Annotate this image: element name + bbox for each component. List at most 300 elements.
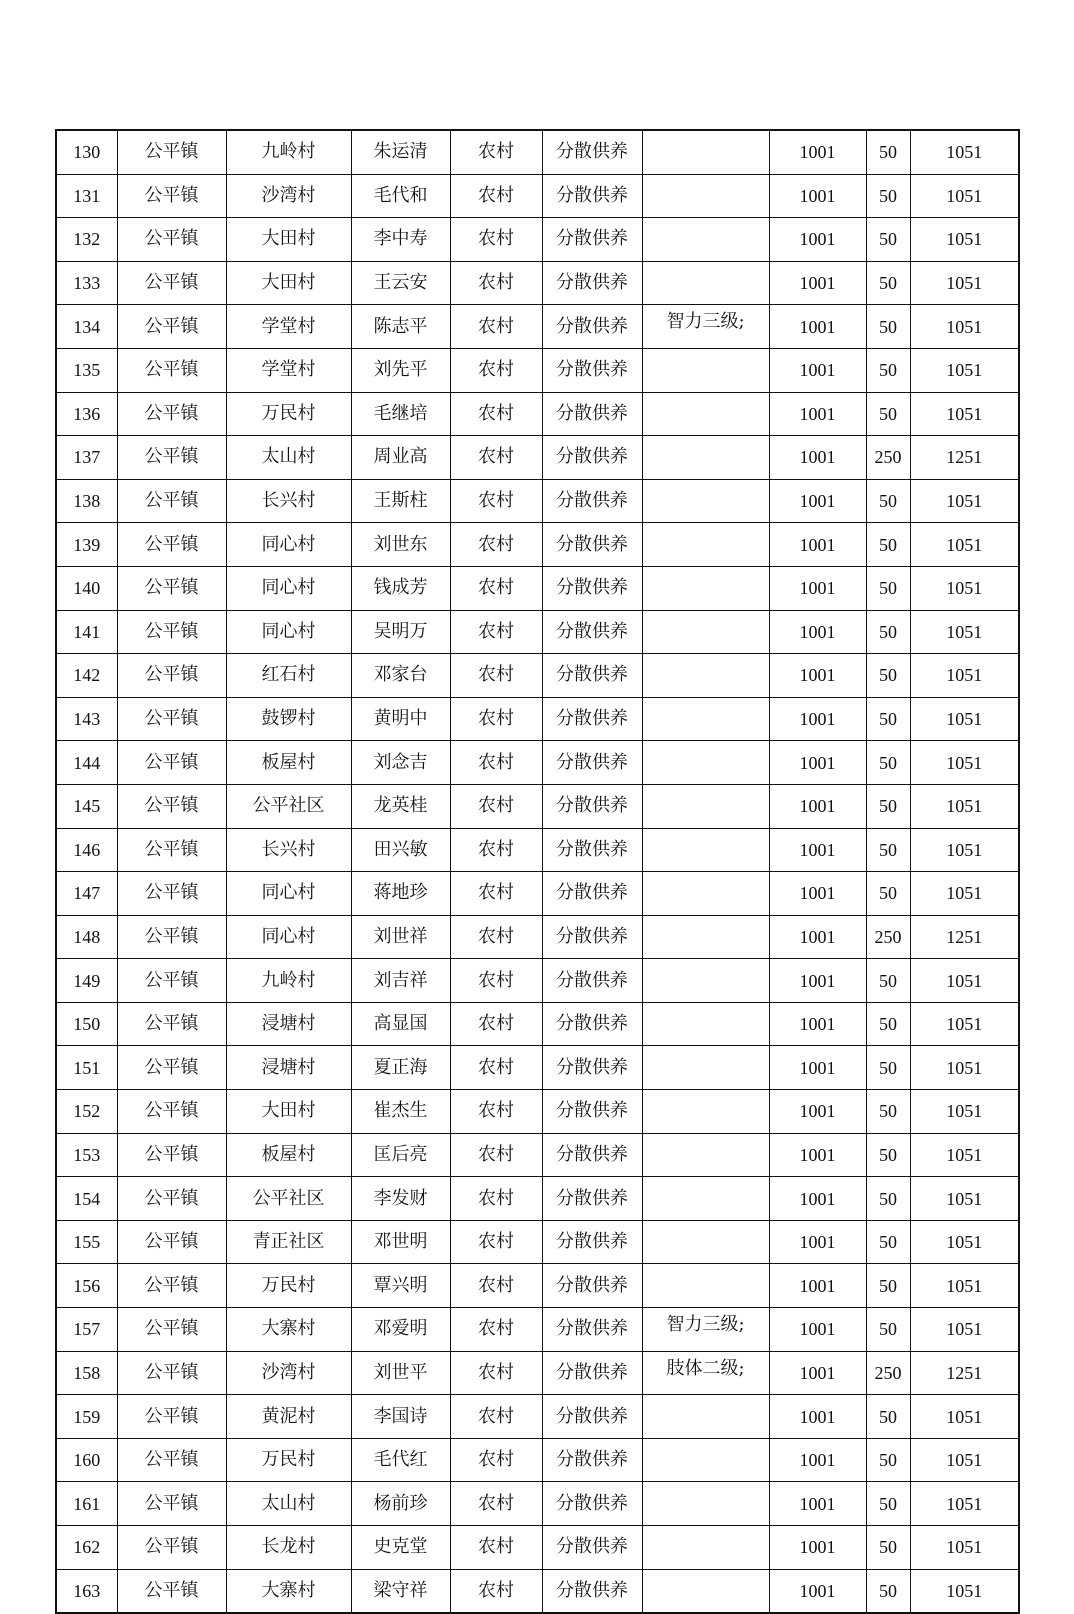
- cell-serial-number: 141: [56, 610, 117, 654]
- cell-base-amount: 1001: [769, 566, 866, 610]
- cell-village: 同心村: [226, 610, 351, 654]
- cell-support-type: 分散供养: [542, 174, 642, 218]
- cell-support-type: 分散供养: [542, 915, 642, 959]
- cell-serial-number: 150: [56, 1002, 117, 1046]
- cell-base-amount: 1001: [769, 348, 866, 392]
- cell-base-amount: 1001: [769, 1002, 866, 1046]
- cell-village: 九岭村: [226, 130, 351, 174]
- cell-area-type: 农村: [450, 872, 542, 916]
- cell-person-name: 刘先平: [351, 348, 450, 392]
- cell-town: 公平镇: [117, 872, 226, 916]
- cell-extra-amount: 50: [866, 392, 910, 436]
- cell-town: 公平镇: [117, 1046, 226, 1090]
- table-row: [56, 130, 1019, 174]
- cell-total-amount: 1051: [910, 654, 1019, 698]
- cell-disability-note: [642, 218, 769, 262]
- table-row: [56, 610, 1019, 654]
- cell-extra-amount: 50: [866, 1264, 910, 1308]
- cell-extra-amount: 50: [866, 828, 910, 872]
- cell-person-name: 陈志平: [351, 305, 450, 349]
- cell-area-type: 农村: [450, 392, 542, 436]
- cell-serial-number: 135: [56, 348, 117, 392]
- cell-person-name: 刘吉祥: [351, 959, 450, 1003]
- table-row: [56, 828, 1019, 872]
- table-row: [56, 1308, 1019, 1352]
- cell-base-amount: 1001: [769, 1308, 866, 1352]
- table-row: [56, 305, 1019, 349]
- cell-town: 公平镇: [117, 1220, 226, 1264]
- cell-person-name: 崔杰生: [351, 1090, 450, 1134]
- cell-support-type: 分散供养: [542, 1133, 642, 1177]
- cell-total-amount: 1051: [910, 305, 1019, 349]
- cell-extra-amount: 50: [866, 1133, 910, 1177]
- cell-town: 公平镇: [117, 697, 226, 741]
- cell-support-type: 分散供养: [542, 130, 642, 174]
- cell-disability-note: [642, 915, 769, 959]
- cell-support-type: 分散供养: [542, 566, 642, 610]
- cell-extra-amount: 50: [866, 1002, 910, 1046]
- table-row: [56, 959, 1019, 1003]
- cell-base-amount: 1001: [769, 959, 866, 1003]
- cell-town: 公平镇: [117, 654, 226, 698]
- cell-person-name: 毛代和: [351, 174, 450, 218]
- table-row: [56, 1569, 1019, 1613]
- cell-serial-number: 159: [56, 1395, 117, 1439]
- cell-village: 太山村: [226, 1482, 351, 1526]
- table-row: [56, 218, 1019, 262]
- cell-base-amount: 1001: [769, 610, 866, 654]
- cell-total-amount: 1251: [910, 436, 1019, 480]
- cell-base-amount: 1001: [769, 741, 866, 785]
- cell-serial-number: 140: [56, 566, 117, 610]
- cell-disability-note: [642, 523, 769, 567]
- cell-area-type: 农村: [450, 1177, 542, 1221]
- table-row: [56, 1046, 1019, 1090]
- cell-town: 公平镇: [117, 915, 226, 959]
- cell-support-type: 分散供养: [542, 1438, 642, 1482]
- cell-extra-amount: 50: [866, 305, 910, 349]
- cell-town: 公平镇: [117, 392, 226, 436]
- cell-total-amount: 1051: [910, 1482, 1019, 1526]
- cell-total-amount: 1051: [910, 218, 1019, 262]
- cell-extra-amount: 50: [866, 261, 910, 305]
- cell-support-type: 分散供养: [542, 523, 642, 567]
- cell-person-name: 梁守祥: [351, 1569, 450, 1613]
- cell-extra-amount: 50: [866, 348, 910, 392]
- cell-total-amount: 1051: [910, 566, 1019, 610]
- cell-village: 同心村: [226, 915, 351, 959]
- cell-area-type: 农村: [450, 1569, 542, 1613]
- cell-extra-amount: 250: [866, 915, 910, 959]
- cell-total-amount: 1051: [910, 1308, 1019, 1352]
- cell-base-amount: 1001: [769, 784, 866, 828]
- cell-total-amount: 1051: [910, 1569, 1019, 1613]
- cell-total-amount: 1051: [910, 741, 1019, 785]
- cell-village: 万民村: [226, 1438, 351, 1482]
- table-row: [56, 1438, 1019, 1482]
- cell-village: 浸塘村: [226, 1002, 351, 1046]
- cell-town: 公平镇: [117, 1482, 226, 1526]
- cell-town: 公平镇: [117, 1133, 226, 1177]
- cell-area-type: 农村: [450, 654, 542, 698]
- cell-town: 公平镇: [117, 784, 226, 828]
- table-row: [56, 1090, 1019, 1134]
- cell-area-type: 农村: [450, 1351, 542, 1395]
- cell-support-type: 分散供养: [542, 305, 642, 349]
- cell-disability-note: [642, 348, 769, 392]
- cell-total-amount: 1051: [910, 828, 1019, 872]
- cell-town: 公平镇: [117, 479, 226, 523]
- cell-area-type: 农村: [450, 1526, 542, 1570]
- cell-support-type: 分散供养: [542, 697, 642, 741]
- cell-serial-number: 137: [56, 436, 117, 480]
- cell-extra-amount: 50: [866, 1395, 910, 1439]
- cell-area-type: 农村: [450, 174, 542, 218]
- table-body: [56, 130, 1019, 1613]
- table-row: [56, 436, 1019, 480]
- cell-extra-amount: 50: [866, 1482, 910, 1526]
- cell-support-type: 分散供养: [542, 392, 642, 436]
- cell-base-amount: 1001: [769, 305, 866, 349]
- cell-person-name: 吴明万: [351, 610, 450, 654]
- cell-disability-note: 肢体二级;: [642, 1351, 769, 1395]
- cell-area-type: 农村: [450, 479, 542, 523]
- cell-total-amount: 1051: [910, 959, 1019, 1003]
- cell-town: 公平镇: [117, 1264, 226, 1308]
- cell-base-amount: 1001: [769, 1526, 866, 1570]
- cell-serial-number: 146: [56, 828, 117, 872]
- cell-area-type: 农村: [450, 610, 542, 654]
- cell-village: 公平社区: [226, 1177, 351, 1221]
- cell-area-type: 农村: [450, 436, 542, 480]
- cell-extra-amount: 50: [866, 1569, 910, 1613]
- cell-serial-number: 143: [56, 697, 117, 741]
- table-row: [56, 1220, 1019, 1264]
- cell-disability-note: [642, 1090, 769, 1134]
- cell-extra-amount: 50: [866, 697, 910, 741]
- cell-person-name: 覃兴明: [351, 1264, 450, 1308]
- cell-serial-number: 152: [56, 1090, 117, 1134]
- cell-support-type: 分散供养: [542, 1569, 642, 1613]
- cell-support-type: 分散供养: [542, 348, 642, 392]
- cell-total-amount: 1051: [910, 392, 1019, 436]
- cell-person-name: 邓世明: [351, 1220, 450, 1264]
- cell-town: 公平镇: [117, 523, 226, 567]
- cell-village: 长兴村: [226, 828, 351, 872]
- table-row: [56, 654, 1019, 698]
- cell-village: 鼓锣村: [226, 697, 351, 741]
- cell-disability-note: [642, 1526, 769, 1570]
- cell-total-amount: 1051: [910, 174, 1019, 218]
- cell-base-amount: 1001: [769, 1090, 866, 1134]
- cell-village: 同心村: [226, 566, 351, 610]
- cell-extra-amount: 50: [866, 784, 910, 828]
- table-row: [56, 784, 1019, 828]
- cell-village: 同心村: [226, 872, 351, 916]
- cell-total-amount: 1051: [910, 261, 1019, 305]
- cell-disability-note: [642, 610, 769, 654]
- cell-village: 同心村: [226, 523, 351, 567]
- cell-town: 公平镇: [117, 1177, 226, 1221]
- cell-person-name: 邓家台: [351, 654, 450, 698]
- cell-village: 长兴村: [226, 479, 351, 523]
- cell-extra-amount: 50: [866, 1090, 910, 1134]
- table-row: [56, 1002, 1019, 1046]
- cell-support-type: 分散供养: [542, 1482, 642, 1526]
- cell-person-name: 刘世东: [351, 523, 450, 567]
- cell-serial-number: 156: [56, 1264, 117, 1308]
- cell-extra-amount: 50: [866, 872, 910, 916]
- cell-serial-number: 142: [56, 654, 117, 698]
- cell-area-type: 农村: [450, 261, 542, 305]
- cell-support-type: 分散供养: [542, 1090, 642, 1134]
- cell-serial-number: 139: [56, 523, 117, 567]
- table-row: [56, 1351, 1019, 1395]
- cell-base-amount: 1001: [769, 1482, 866, 1526]
- cell-serial-number: 161: [56, 1482, 117, 1526]
- cell-extra-amount: 50: [866, 741, 910, 785]
- cell-total-amount: 1051: [910, 784, 1019, 828]
- cell-disability-note: [642, 1569, 769, 1613]
- cell-person-name: 龙英桂: [351, 784, 450, 828]
- cell-base-amount: 1001: [769, 1220, 866, 1264]
- table-row: [56, 523, 1019, 567]
- cell-support-type: 分散供养: [542, 784, 642, 828]
- cell-support-type: 分散供养: [542, 872, 642, 916]
- cell-person-name: 刘念吉: [351, 741, 450, 785]
- table-row: [56, 1395, 1019, 1439]
- cell-serial-number: 157: [56, 1308, 117, 1352]
- cell-base-amount: 1001: [769, 261, 866, 305]
- table-row: [56, 1526, 1019, 1570]
- cell-village: 九岭村: [226, 959, 351, 1003]
- cell-area-type: 农村: [450, 1220, 542, 1264]
- cell-town: 公平镇: [117, 741, 226, 785]
- cell-person-name: 毛代红: [351, 1438, 450, 1482]
- cell-village: 公平社区: [226, 784, 351, 828]
- cell-serial-number: 149: [56, 959, 117, 1003]
- cell-person-name: 黄明中: [351, 697, 450, 741]
- cell-serial-number: 131: [56, 174, 117, 218]
- cell-village: 板屋村: [226, 1133, 351, 1177]
- cell-base-amount: 1001: [769, 1264, 866, 1308]
- cell-extra-amount: 50: [866, 174, 910, 218]
- cell-village: 浸塘村: [226, 1046, 351, 1090]
- cell-base-amount: 1001: [769, 174, 866, 218]
- cell-total-amount: 1051: [910, 872, 1019, 916]
- cell-extra-amount: 50: [866, 959, 910, 1003]
- cell-base-amount: 1001: [769, 1351, 866, 1395]
- cell-area-type: 农村: [450, 828, 542, 872]
- table-row: [56, 872, 1019, 916]
- cell-area-type: 农村: [450, 1090, 542, 1134]
- cell-area-type: 农村: [450, 218, 542, 262]
- table-row: [56, 1264, 1019, 1308]
- cell-person-name: 史克堂: [351, 1526, 450, 1570]
- cell-extra-amount: 50: [866, 1220, 910, 1264]
- cell-village: 万民村: [226, 1264, 351, 1308]
- cell-person-name: 田兴敏: [351, 828, 450, 872]
- cell-person-name: 刘世平: [351, 1351, 450, 1395]
- cell-support-type: 分散供养: [542, 959, 642, 1003]
- cell-base-amount: 1001: [769, 479, 866, 523]
- cell-person-name: 毛继培: [351, 392, 450, 436]
- cell-disability-note: [642, 872, 769, 916]
- cell-serial-number: 148: [56, 915, 117, 959]
- cell-total-amount: 1051: [910, 130, 1019, 174]
- cell-base-amount: 1001: [769, 1569, 866, 1613]
- cell-total-amount: 1251: [910, 915, 1019, 959]
- table-row: [56, 697, 1019, 741]
- cell-extra-amount: 50: [866, 566, 910, 610]
- cell-base-amount: 1001: [769, 872, 866, 916]
- cell-town: 公平镇: [117, 959, 226, 1003]
- cell-town: 公平镇: [117, 130, 226, 174]
- cell-support-type: 分散供养: [542, 1177, 642, 1221]
- cell-disability-note: [642, 1395, 769, 1439]
- cell-area-type: 农村: [450, 1046, 542, 1090]
- cell-village: 大田村: [226, 218, 351, 262]
- cell-base-amount: 1001: [769, 436, 866, 480]
- cell-disability-note: [642, 1264, 769, 1308]
- beneficiary-table: [55, 129, 1020, 1614]
- cell-town: 公平镇: [117, 1351, 226, 1395]
- table-row: [56, 479, 1019, 523]
- cell-person-name: 朱运清: [351, 130, 450, 174]
- cell-base-amount: 1001: [769, 218, 866, 262]
- cell-serial-number: 162: [56, 1526, 117, 1570]
- cell-disability-note: [642, 1002, 769, 1046]
- cell-support-type: 分散供养: [542, 261, 642, 305]
- table-row: [56, 174, 1019, 218]
- cell-extra-amount: 250: [866, 1351, 910, 1395]
- cell-area-type: 农村: [450, 697, 542, 741]
- cell-support-type: 分散供养: [542, 1351, 642, 1395]
- cell-village: 黄泥村: [226, 1395, 351, 1439]
- cell-serial-number: 155: [56, 1220, 117, 1264]
- cell-support-type: 分散供养: [542, 1220, 642, 1264]
- cell-disability-note: [642, 479, 769, 523]
- cell-person-name: 蒋地珍: [351, 872, 450, 916]
- cell-total-amount: 1051: [910, 1002, 1019, 1046]
- cell-base-amount: 1001: [769, 1395, 866, 1439]
- cell-support-type: 分散供养: [542, 654, 642, 698]
- cell-support-type: 分散供养: [542, 479, 642, 523]
- cell-person-name: 李国诗: [351, 1395, 450, 1439]
- cell-town: 公平镇: [117, 1438, 226, 1482]
- cell-area-type: 农村: [450, 784, 542, 828]
- cell-total-amount: 1051: [910, 1264, 1019, 1308]
- cell-town: 公平镇: [117, 174, 226, 218]
- cell-disability-note: [642, 130, 769, 174]
- table-row: [56, 261, 1019, 305]
- table-row: [56, 1177, 1019, 1221]
- cell-area-type: 农村: [450, 523, 542, 567]
- cell-total-amount: 1051: [910, 1438, 1019, 1482]
- cell-base-amount: 1001: [769, 523, 866, 567]
- cell-total-amount: 1051: [910, 697, 1019, 741]
- cell-base-amount: 1001: [769, 915, 866, 959]
- cell-area-type: 农村: [450, 130, 542, 174]
- cell-town: 公平镇: [117, 261, 226, 305]
- cell-village: 红石村: [226, 654, 351, 698]
- cell-total-amount: 1051: [910, 523, 1019, 567]
- cell-total-amount: 1051: [910, 1090, 1019, 1134]
- cell-town: 公平镇: [117, 1090, 226, 1134]
- cell-area-type: 农村: [450, 1395, 542, 1439]
- cell-area-type: 农村: [450, 1002, 542, 1046]
- cell-extra-amount: 50: [866, 1046, 910, 1090]
- cell-area-type: 农村: [450, 1264, 542, 1308]
- cell-disability-note: [642, 784, 769, 828]
- cell-support-type: 分散供养: [542, 1308, 642, 1352]
- cell-area-type: 农村: [450, 1308, 542, 1352]
- cell-serial-number: 134: [56, 305, 117, 349]
- cell-person-name: 钱成芳: [351, 566, 450, 610]
- cell-disability-note: [642, 741, 769, 785]
- cell-area-type: 农村: [450, 348, 542, 392]
- cell-support-type: 分散供养: [542, 610, 642, 654]
- cell-area-type: 农村: [450, 959, 542, 1003]
- cell-disability-note: [642, 392, 769, 436]
- cell-person-name: 周业高: [351, 436, 450, 480]
- cell-person-name: 邓爱明: [351, 1308, 450, 1352]
- cell-serial-number: 133: [56, 261, 117, 305]
- table-row: [56, 348, 1019, 392]
- cell-area-type: 农村: [450, 915, 542, 959]
- cell-extra-amount: 50: [866, 130, 910, 174]
- cell-base-amount: 1001: [769, 1133, 866, 1177]
- cell-serial-number: 130: [56, 130, 117, 174]
- cell-disability-note: 智力三级;: [642, 1308, 769, 1352]
- cell-town: 公平镇: [117, 1526, 226, 1570]
- cell-base-amount: 1001: [769, 1438, 866, 1482]
- cell-disability-note: [642, 436, 769, 480]
- cell-base-amount: 1001: [769, 654, 866, 698]
- table-row: [56, 566, 1019, 610]
- cell-extra-amount: 50: [866, 1526, 910, 1570]
- cell-disability-note: [642, 566, 769, 610]
- cell-area-type: 农村: [450, 741, 542, 785]
- cell-serial-number: 144: [56, 741, 117, 785]
- cell-town: 公平镇: [117, 1569, 226, 1613]
- cell-village: 青正社区: [226, 1220, 351, 1264]
- cell-total-amount: 1051: [910, 479, 1019, 523]
- cell-town: 公平镇: [117, 436, 226, 480]
- cell-serial-number: 153: [56, 1133, 117, 1177]
- cell-town: 公平镇: [117, 566, 226, 610]
- cell-disability-note: [642, 828, 769, 872]
- cell-area-type: 农村: [450, 1133, 542, 1177]
- cell-village: 太山村: [226, 436, 351, 480]
- cell-disability-note: [642, 1438, 769, 1482]
- cell-support-type: 分散供养: [542, 1526, 642, 1570]
- cell-total-amount: 1051: [910, 1526, 1019, 1570]
- cell-support-type: 分散供养: [542, 1264, 642, 1308]
- cell-extra-amount: 250: [866, 436, 910, 480]
- cell-total-amount: 1051: [910, 1220, 1019, 1264]
- cell-disability-note: 智力三级;: [642, 305, 769, 349]
- cell-support-type: 分散供养: [542, 741, 642, 785]
- cell-support-type: 分散供养: [542, 1046, 642, 1090]
- table-row: [56, 1133, 1019, 1177]
- cell-village: 大寨村: [226, 1308, 351, 1352]
- cell-person-name: 李中寿: [351, 218, 450, 262]
- cell-village: 长龙村: [226, 1526, 351, 1570]
- cell-person-name: 李发财: [351, 1177, 450, 1221]
- cell-serial-number: 158: [56, 1351, 117, 1395]
- cell-extra-amount: 50: [866, 1308, 910, 1352]
